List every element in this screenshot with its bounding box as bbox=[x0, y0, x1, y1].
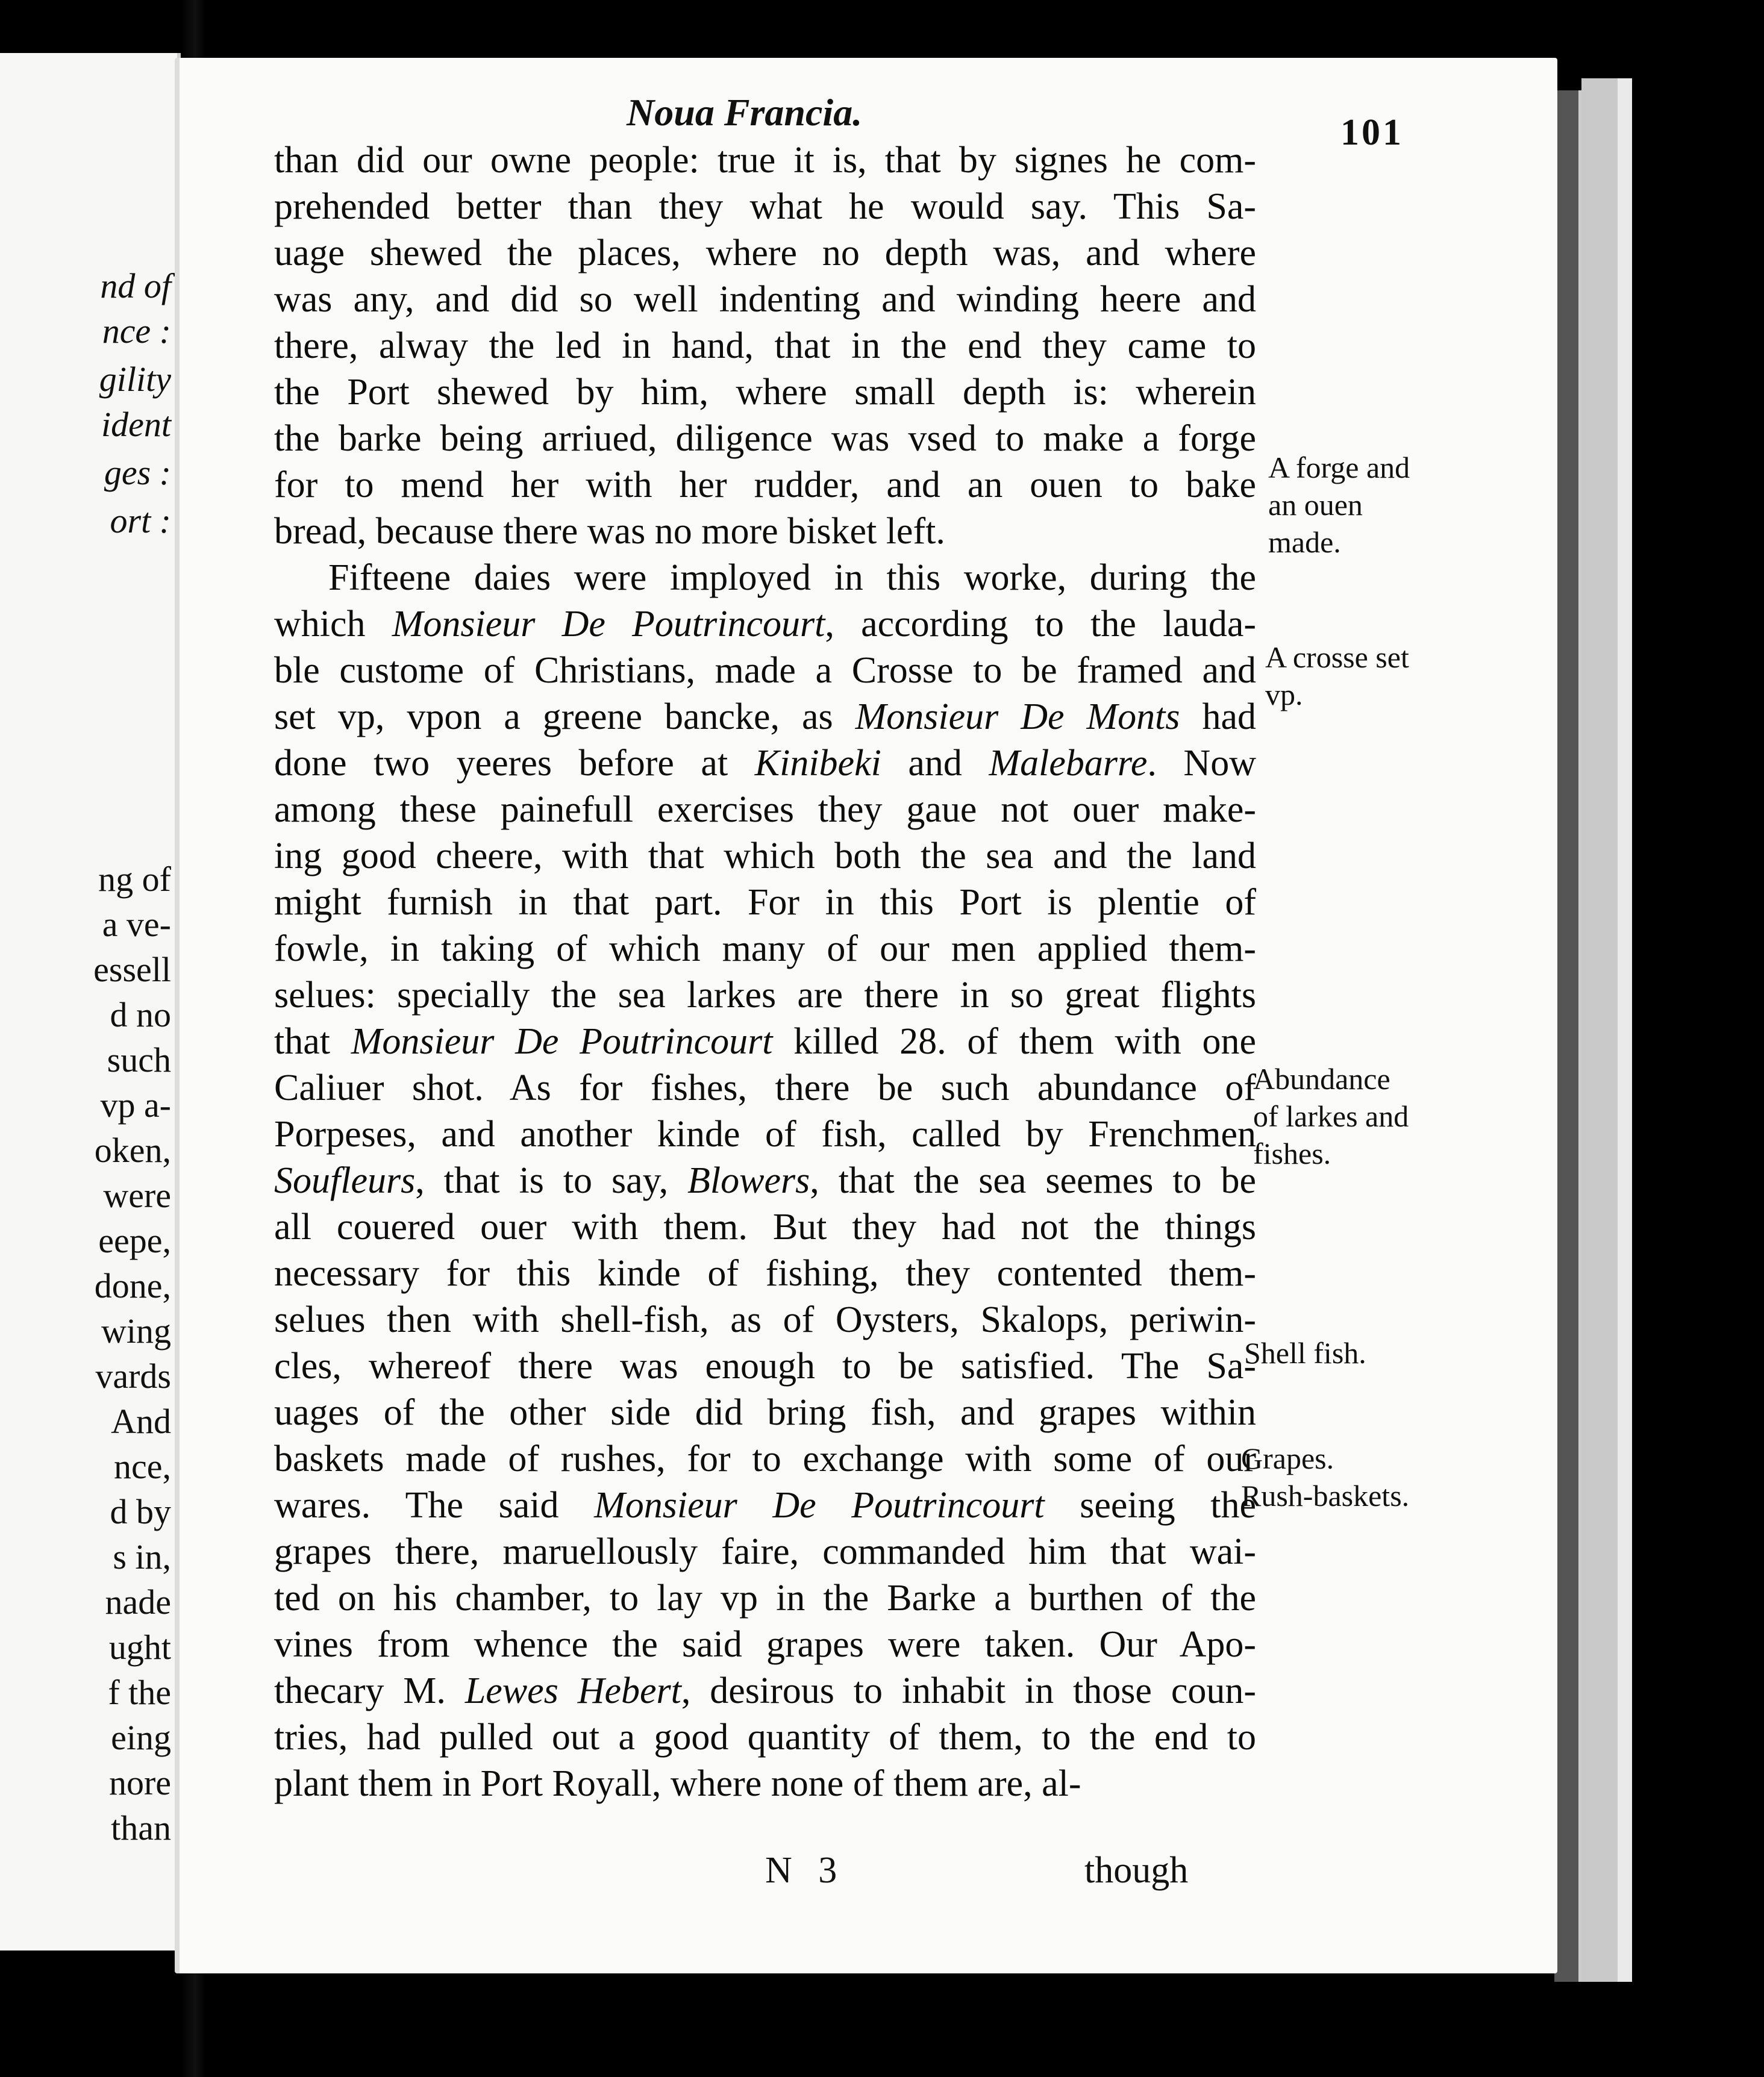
margin-note bbox=[1265, 639, 1409, 713]
text-line: thecary M. Lewes Hebert, desirous to inhabit in those coun- bbox=[274, 1670, 1256, 1711]
left-page-fragment: s in, bbox=[113, 1537, 171, 1576]
text-line: done two yeeres before at Kinibeki and Malebarre. Now bbox=[274, 743, 1256, 784]
left-page-fragment: ges : bbox=[104, 453, 171, 492]
left-page-fragment: d no bbox=[110, 995, 171, 1034]
left-page-fragment: eepe, bbox=[98, 1221, 171, 1260]
page-edge-highlight bbox=[1618, 78, 1632, 1982]
margin-note bbox=[1241, 1440, 1409, 1514]
margin-note-line: vp. bbox=[1265, 678, 1303, 711]
left-page-fragment: vp a- bbox=[100, 1085, 171, 1125]
text-line: all couered ouer with them. But they had not the things bbox=[274, 1207, 1256, 1248]
left-page-fragment: And bbox=[111, 1402, 171, 1441]
margin-note-line: Shell fish. bbox=[1244, 1336, 1366, 1370]
text-line: uages of the other side did bring fish, and grapes within bbox=[274, 1392, 1256, 1433]
left-page-fragment: done, bbox=[94, 1266, 171, 1305]
text-line: was any, and did so well indenting and winding heere and bbox=[274, 279, 1256, 320]
text-line: among these painefull exercises they gaue not ouer make- bbox=[274, 789, 1256, 830]
text-line: there, alway the led in hand, that in the end they came to bbox=[274, 325, 1256, 366]
text-line: ble custome of Christians, made a Crosse to be framed and bbox=[274, 650, 1256, 691]
text-line: necessary for this kinde of fishing, they contented them- bbox=[274, 1253, 1256, 1294]
margin-note bbox=[1253, 1060, 1409, 1172]
left-facing-page bbox=[0, 53, 181, 1951]
margin-note-line: A forge and bbox=[1268, 451, 1410, 484]
left-page-fragment: gility bbox=[99, 360, 171, 399]
text-line: the Port shewed by him, where small depth is: wherein bbox=[274, 372, 1256, 413]
text-line: which Monsieur De Poutrincourt, according to the lauda- bbox=[274, 604, 1256, 645]
catchword: though bbox=[1084, 1850, 1189, 1891]
margin-note-line: fishes. bbox=[1253, 1137, 1331, 1170]
left-page-fragment: than bbox=[111, 1808, 171, 1847]
margin-note-line: Grapes. bbox=[1241, 1441, 1334, 1475]
text-line: tries, had pulled out a good quantity of them, to the end to bbox=[274, 1717, 1256, 1758]
page-number: 101 bbox=[1340, 112, 1404, 153]
text-line: ted on his chamber, to lay vp in the Barke a burthen of the bbox=[274, 1578, 1256, 1619]
text-line: Fifteene daies were imployed in this worke, during the bbox=[328, 557, 1256, 598]
left-page-fragment: ort : bbox=[110, 501, 171, 540]
text-line: cles, whereof there was enough to be satisfied. The Sa- bbox=[274, 1346, 1256, 1387]
left-page-fragment: ng of bbox=[98, 860, 171, 899]
text-line: than did our owne people: true it is, that by signes he com- bbox=[274, 140, 1256, 181]
left-page-fragment: nade bbox=[105, 1582, 171, 1622]
text-line: set vp, vpon a greene bancke, as Monsieur De Monts had bbox=[274, 696, 1256, 737]
text-line: wares. The said Monsieur De Poutrincourt seeing the bbox=[274, 1485, 1256, 1526]
left-page-fragment: nce : bbox=[102, 311, 171, 351]
page-edge-shadow bbox=[1554, 90, 1582, 1982]
text-line: the barke being arriued, diligence was vsed to make a forge bbox=[274, 418, 1256, 459]
text-line: Soufleurs, that is to say, Blowers, that the sea seemes to be bbox=[274, 1160, 1256, 1201]
text-line: Porpeses, and another kinde of fish, called by Frenchmen bbox=[274, 1114, 1256, 1155]
left-page-fragment: nore bbox=[108, 1763, 171, 1802]
text-line: for to mend her with her rudder, and an ouen to bake bbox=[274, 464, 1256, 505]
left-page-fragment: were bbox=[103, 1176, 171, 1215]
left-page-fragment: such bbox=[107, 1040, 171, 1079]
left-page-fragment: d by bbox=[110, 1492, 171, 1531]
margin-note bbox=[1244, 1334, 1366, 1372]
margin-note-line: A crosse set bbox=[1265, 640, 1409, 674]
text-line: bread, because there was no more bisket left. bbox=[274, 511, 945, 552]
body-text bbox=[274, 137, 1256, 1807]
text-line: selues: specially the sea larkes are there in so great flights bbox=[274, 975, 1256, 1016]
text-line: grapes there, maruellously faire, commanded him that wai- bbox=[274, 1531, 1256, 1572]
left-page-fragment: a ve- bbox=[102, 905, 171, 944]
text-line: might furnish in that part. For in this Port is plentie of bbox=[274, 882, 1256, 923]
text-line: ing good cheere, with that which both the sea and the land bbox=[274, 835, 1256, 876]
left-page-fragment: nd of bbox=[100, 266, 171, 305]
left-page-fragment: eing bbox=[111, 1718, 171, 1757]
left-page-fragment: wing bbox=[101, 1311, 171, 1351]
left-page-fragment: f the bbox=[108, 1673, 171, 1712]
text-line: baskets made of rushes, for to exchange with some of our bbox=[274, 1438, 1256, 1479]
margin-note-line: made. bbox=[1268, 525, 1341, 559]
left-page-fragment: ident bbox=[101, 405, 171, 444]
page-edge-stack bbox=[1581, 78, 1618, 1982]
text-line: vines from whence the said grapes were taken. Our Apo- bbox=[274, 1624, 1256, 1665]
signature-mark: N 3 bbox=[765, 1850, 846, 1891]
margin-note-line: of larkes and bbox=[1253, 1099, 1409, 1133]
left-page-fragment: oken, bbox=[94, 1131, 171, 1170]
left-page-fragment: ught bbox=[108, 1628, 171, 1667]
left-page-fragment: essell bbox=[93, 950, 171, 989]
text-line: plant them in Port Royall, where none of them are, al- bbox=[274, 1763, 1081, 1804]
text-line: selues then with shell-fish, as of Oysters, Skalops, periwin- bbox=[274, 1299, 1256, 1340]
margin-note-line: Rush-baskets. bbox=[1241, 1479, 1410, 1513]
text-line: prehended better than they what he would say. This Sa- bbox=[274, 186, 1256, 227]
margin-note-line: an ouen bbox=[1268, 488, 1363, 522]
text-line: Caliuer shot. As for fishes, there be such abundance of bbox=[274, 1067, 1256, 1108]
margin-note bbox=[1268, 449, 1410, 561]
text-line: that Monsieur De Poutrincourt killed 28. of them with one bbox=[274, 1021, 1256, 1062]
margin-note-line: Abundance bbox=[1253, 1062, 1390, 1096]
text-line: uage shewed the places, where no depth was, and where bbox=[274, 233, 1256, 273]
left-page-fragment: nce, bbox=[114, 1447, 171, 1486]
running-head: Noua Francia. bbox=[627, 91, 863, 134]
left-page-fragment: vards bbox=[95, 1357, 171, 1396]
text-line: fowle, in taking of which many of our men applied them- bbox=[274, 928, 1256, 969]
